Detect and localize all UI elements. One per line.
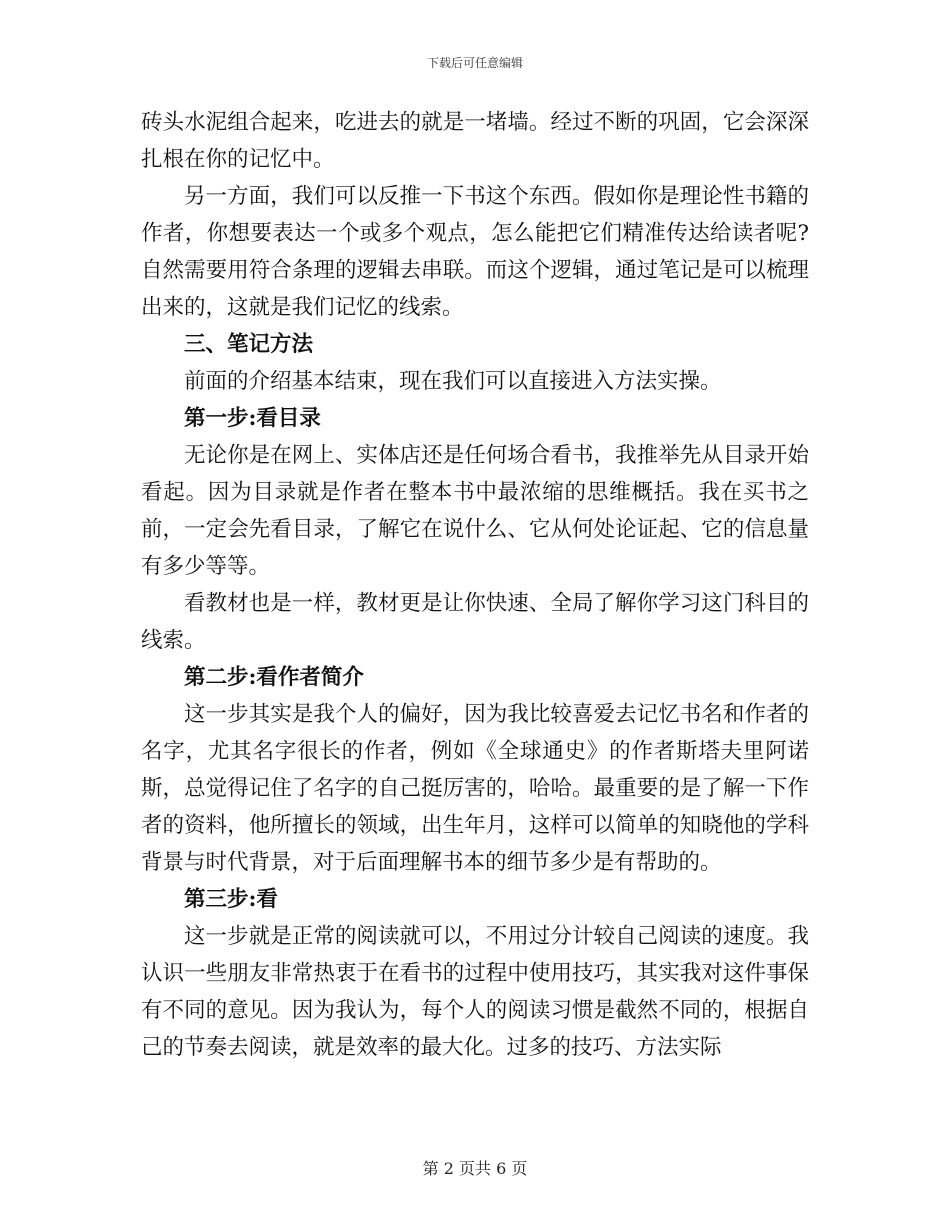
step-2-heading: 第二步:看作者简介 <box>184 665 364 690</box>
paragraph-4: 无论你是在网上、实体店还是任何场合看书，我推举先从目录开始看起。因为目录就是作者在整本书中最浓缩的思维概括。我在买书之前，一定会先看目录，了解它在说什么、它从何处论证起、它的信息量有多少等等。 <box>141 443 809 579</box>
page-header: 下载后可任意编辑 <box>426 56 523 70</box>
step-3-heading: 第三步:看 <box>184 887 278 912</box>
paragraph-7: 这一步就是正常的阅读就可以，不用过分计较自己阅读的速度。我认识一些朋友非常热衷于在看书的过程中使用技巧，其实我对这件事保有不同的意见。因为我认为，每个人的阅读习惯是截然不同的，根据自己的节奏去阅读，就是效率的最大化。过多的技巧、方法实际 <box>141 924 809 1060</box>
paragraph-6: 这一步其实是我个人的偏好，因为我比较喜爱去记忆书名和作者的名字，尤其名字很长的作者，例如《全球通史》的作者斯塔夫里阿诺斯，总觉得记住了名字的自己挺厉害的，哈哈。最重要的是了解一下作者的资料，他所擅长的领域，出生年月，这样可以简单的知晓他的学科背景与时代背景，对于后面理解书本的细节多少是有帮助的。 <box>141 702 809 875</box>
paragraph-5: 看教材也是一样，教材更是让你快速、全局了解你学习这门科目的线索。 <box>141 591 809 653</box>
paragraph-3: 前面的介绍基本结束，现在我们可以直接进入方法实操。 <box>184 369 722 394</box>
step-1-heading: 第一步:看目录 <box>184 406 321 431</box>
paragraph-1: 砖头水泥组合起来，吃进去的就是一堵墙。经过不断的巩固，它会深深扎根在你的记忆中。 <box>141 110 809 172</box>
paragraph-2: 另一方面，我们可以反推一下书这个东西。假如你是理论性书籍的作者，你想要表达一个或多个观点，怎么能把它们精准传达给读者呢?自然需要用符合条理的逻辑去串联。而这个逻辑，通过笔记是可以梳理出来的，这就是我们记忆的线索。 <box>141 184 809 320</box>
document-body <box>141 104 809 1066</box>
section-heading-notes-method: 三、笔记方法 <box>184 332 314 357</box>
page-footer: 第 2 页共 6 页 <box>422 1159 528 1178</box>
